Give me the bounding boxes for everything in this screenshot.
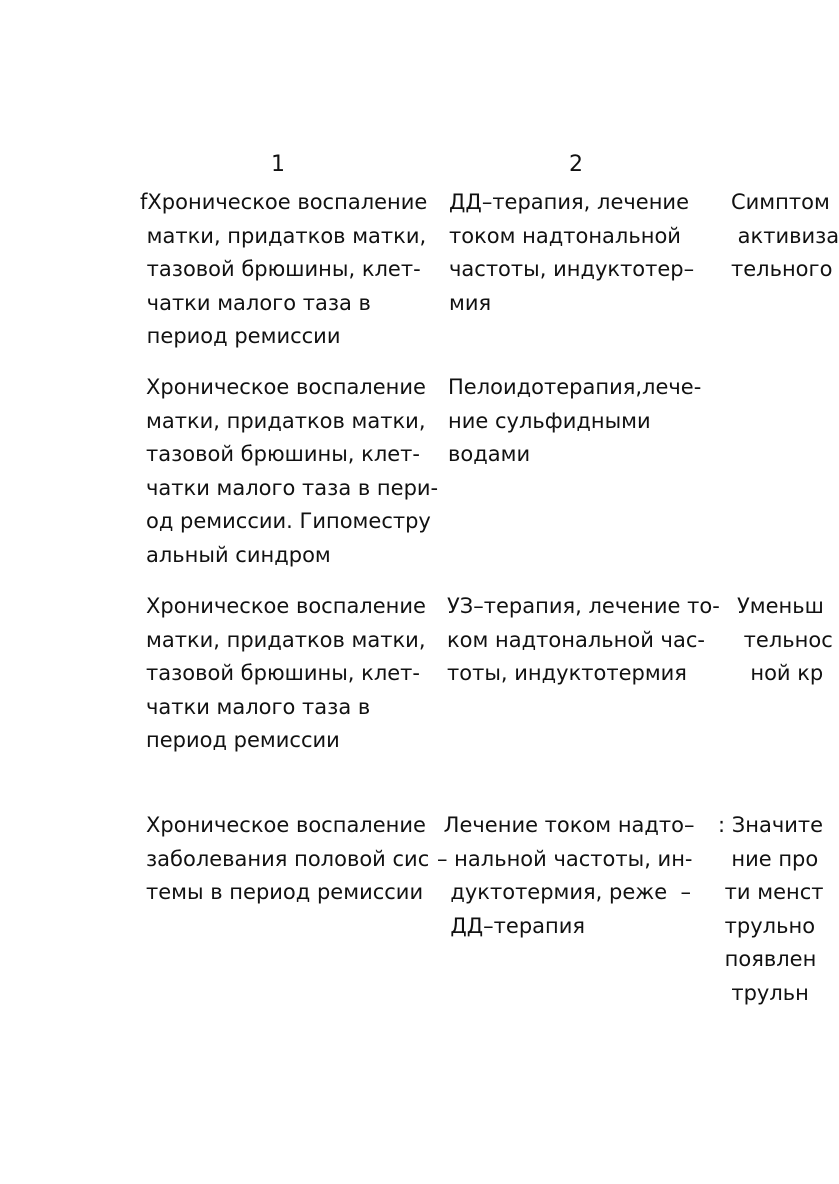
row-4-effect xyxy=(718,809,824,1010)
text-line: появлен xyxy=(718,947,817,971)
text-line: тельного xyxy=(731,257,833,281)
text-line: fХроническое воспаление xyxy=(140,190,428,214)
text-line: Лечение током надто– xyxy=(437,813,695,837)
text-line: ДД–терапия, лечение xyxy=(449,190,689,214)
text-line: Хроническое воспаление xyxy=(146,594,426,618)
row-1-effect xyxy=(731,186,839,287)
row-4-treatment xyxy=(437,809,695,943)
text-line: тельнос xyxy=(737,627,833,652)
text-line: период ремиссии xyxy=(140,324,341,348)
text-line: Хроническое воспаление xyxy=(146,813,426,837)
text-line: период ремиссии xyxy=(146,728,340,752)
text-line: Уменьш xyxy=(737,594,824,618)
text-line: током надтональной xyxy=(449,223,681,248)
text-line: чатки малого таза в пери- xyxy=(146,475,439,500)
text-line: активиза xyxy=(731,223,839,248)
row-2-condition xyxy=(146,371,438,572)
text-line: заболевания половой сис xyxy=(146,846,430,871)
row-4-condition xyxy=(146,809,429,910)
row-2-treatment xyxy=(448,371,701,472)
text-line: ти менст xyxy=(718,880,824,904)
text-line: : Значите xyxy=(718,813,824,837)
row-3-treatment xyxy=(447,590,720,691)
text-line: матки, придатков матки, xyxy=(146,408,426,433)
text-line: матки, придатков матки, xyxy=(140,223,427,248)
text-line: темы в период ремиссии xyxy=(146,880,424,904)
text-line: УЗ–терапия, лечение то- xyxy=(447,594,720,618)
text-line: ной кр xyxy=(737,661,824,685)
text-line: трульн xyxy=(718,980,809,1005)
text-line: ком надтональной час- xyxy=(447,627,705,652)
text-line: Пелоидотерапия,лече- xyxy=(448,375,702,399)
text-line: частоты, индуктотер– xyxy=(449,257,695,281)
text-line: водами xyxy=(448,442,531,466)
text-line: тоты, индуктотермия xyxy=(447,661,687,685)
row-1-treatment xyxy=(449,186,694,320)
text-line: альный синдром xyxy=(146,542,331,567)
text-line: матки, придатков матки, xyxy=(146,627,426,652)
text-line: ние про xyxy=(718,846,819,871)
row-1-condition xyxy=(140,186,427,354)
text-line: тазовой брюшины, клет- xyxy=(140,257,421,281)
text-line: ние сульфидными xyxy=(448,408,651,433)
text-line: – нальной частоты, ин- xyxy=(437,846,693,871)
text-line: чатки малого таза в xyxy=(146,694,371,719)
text-line: трульно xyxy=(718,913,816,938)
row-3-effect xyxy=(737,590,833,691)
column-number-1: 1 xyxy=(271,152,285,177)
text-line: Хроническое воспаление xyxy=(146,375,426,399)
text-line: тазовой брюшины, клет- xyxy=(146,661,420,685)
column-number-2: 2 xyxy=(569,152,583,177)
text-line: ДД–терапия xyxy=(437,913,586,938)
row-3-condition xyxy=(146,590,426,758)
text-line: тазовой брюшины, клет- xyxy=(146,442,420,466)
text-line: чатки малого таза в xyxy=(140,290,371,315)
text-line: Симптом xyxy=(731,190,830,214)
text-line: од ремиссии. Гипоместру xyxy=(146,509,431,533)
text-line: дуктотермия, реже – xyxy=(437,880,691,904)
text-line: мия xyxy=(449,290,492,315)
